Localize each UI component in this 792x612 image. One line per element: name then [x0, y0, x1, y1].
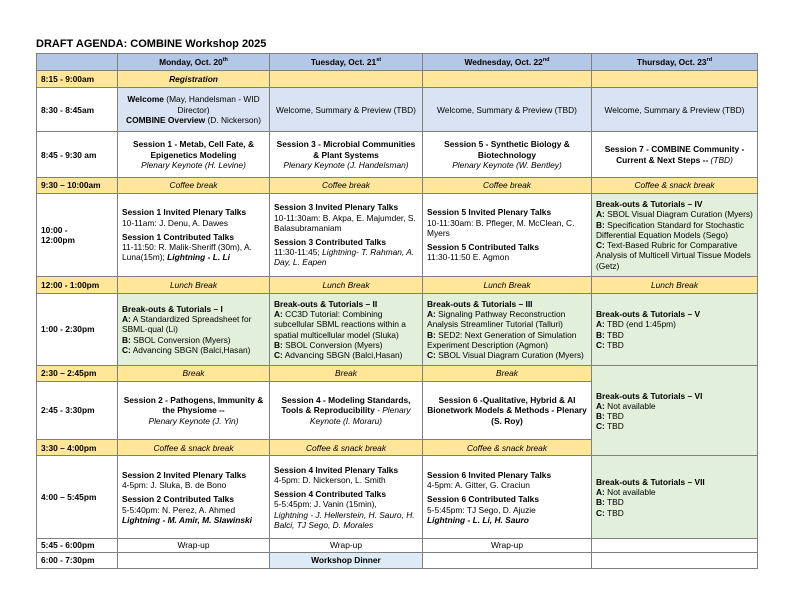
- coffee-break-cell: Coffee break: [423, 178, 592, 193]
- coffee-snack-break-cell: Coffee & snack break: [592, 178, 758, 193]
- lunch-break-cell: Lunch Break: [592, 277, 758, 293]
- time-cell: 2:30 – 2:45pm: [37, 366, 118, 381]
- break-cell: Break: [423, 366, 592, 381]
- time-cell: 10:00 - 12:00pm: [37, 193, 118, 277]
- time-cell: 8:30 - 8:45am: [37, 88, 118, 131]
- welcome-thursday: Welcome, Summary & Preview (TBD): [592, 88, 758, 131]
- time-cell: 5:45 - 6:00pm: [37, 539, 118, 552]
- wrapup-cell: Wrap-up: [423, 539, 592, 552]
- table-row: [37, 178, 758, 193]
- table-row: [37, 539, 758, 552]
- session-6-talks: Session 6 Invited Plenary Talks 4-5pm: A. Gitter, G. Craciun Session 6 Contributed Talks 5-5:45pm: TJ Sego, D. Ajuzie Lightning - L. Li, H. Sauro: [423, 456, 592, 539]
- session-1-talks: Session 1 Invited Plenary Talks 10-11am: J. Denu, A. Dawes Session 1 Contributed Talks 11-11:50: R. Malik-Sheriff (30m), A. Luna(15m); Lightning - L. Li: [118, 193, 270, 277]
- table-row: [37, 293, 758, 366]
- empty-cell: [592, 71, 758, 88]
- table-row: [37, 366, 758, 381]
- coffee-snack-break-cell: Coffee & snack break: [270, 440, 423, 456]
- day-header-tuesday: Tuesday, Oct. 21st: [270, 54, 423, 71]
- table-row: [37, 552, 758, 568]
- welcome-monday: Welcome (May, Handelsman - WID Director) COMBINE Overview (D. Nickerson): [118, 88, 270, 131]
- breakout-iii-cell: Break-outs & Tutorials – III A: Signaling Pathway Reconstruction Analysis Streamliner Tutorial (Talluri) B: SED2: Next Generation of Simulation Experiment Description (Agmon) C: SBOL Visual Diagram Curation (Myers): [423, 293, 592, 366]
- breakout-v-cell: Break-outs & Tutorials – V A: TBD (end 1:45pm) B: TBD C: TBD: [592, 293, 758, 366]
- coffee-break-cell: Coffee break: [270, 178, 423, 193]
- breakout-vii-cell: Break-outs & Tutorials – VII A: Not available B: TBD C: TBD: [592, 456, 758, 539]
- empty-cell: [592, 539, 758, 552]
- time-cell: 9:30 – 10:00am: [37, 178, 118, 193]
- time-cell: 1:00 - 2:30pm: [37, 293, 118, 366]
- empty-cell: [592, 552, 758, 568]
- session-3-cell: Session 3 - Microbial Communities & Plant Systems Plenary Keynote (J. Handelsman): [270, 131, 423, 178]
- registration-cell: Registration: [118, 71, 270, 88]
- coffee-snack-break-cell: Coffee & snack break: [423, 440, 592, 456]
- break-cell: Break: [118, 366, 270, 381]
- breakout-i-cell: Break-outs & Tutorials – I A: A Standardized Spreadsheet for SBML-qual (Li) B: SBOL Conversion (Myers) C: Advancing SBGN (Balci,Hasan): [118, 293, 270, 366]
- time-cell: 6:00 - 7:30pm: [37, 552, 118, 568]
- day-header-monday: Monday, Oct. 20th: [118, 54, 270, 71]
- time-cell: 8:15 - 9:00am: [37, 71, 118, 88]
- empty-cell: [423, 552, 592, 568]
- time-cell: 8:45 - 9:30 am: [37, 131, 118, 178]
- header-row: [37, 54, 758, 71]
- table-row: [37, 88, 758, 131]
- session-1-cell: Session 1 - Metab, Cell Fate, & Epigenetics Modeling Plenary Keynote (H. Levine): [118, 131, 270, 178]
- day-header-thursday: Thursday, Oct. 23rd: [592, 54, 758, 71]
- corner-cell: [37, 54, 118, 71]
- time-cell: 4:00 – 5:45pm: [37, 456, 118, 539]
- empty-cell: [118, 552, 270, 568]
- workshop-dinner-cell: Workshop Dinner: [270, 552, 423, 568]
- table-row: [37, 131, 758, 178]
- welcome-tuesday: Welcome, Summary & Preview (TBD): [270, 88, 423, 131]
- session-6-cell: Session 6 -Qualitative, Hybrid & AI Bionetwork Models & Methods - Plenary (S. Roy): [423, 381, 592, 440]
- welcome-wednesday: Welcome, Summary & Preview (TBD): [423, 88, 592, 131]
- session-2-cell: Session 2 - Pathogens, Immunity & the Physiome -- Plenary Keynote (J. Yin): [118, 381, 270, 440]
- breakout-vi-cell: Break-outs & Tutorials – VI A: Not available B: TBD C: TBD: [592, 366, 758, 456]
- empty-cell: [423, 71, 592, 88]
- lunch-break-cell: Lunch Break: [118, 277, 270, 293]
- table-row: [37, 456, 758, 539]
- breakout-ii-cell: Break-outs & Tutorials – II A: CC3D Tutorial: Combining subcellular SBML reactions within a spatial multicellular model (Sluka) B: SBOL Conversion (Myers) C: Advancing SBGN (Balci,Hasan): [270, 293, 423, 366]
- session-3-talks: Session 3 Invited Plenary Talks 10-11:30am: B. Akpa, E. Majumder, S. Balasubramaniam Session 3 Contributed Talks 11:30-11:45; Lightning- T. Rahman, A. Day, L. Eapen: [270, 193, 423, 277]
- session-4-cell: Session 4 - Modeling Standards, Tools & Reproducibility - Plenary Keynote (I. Moraru): [270, 381, 423, 440]
- agenda-table: [36, 53, 758, 569]
- table-row: [37, 71, 758, 88]
- table-row: [37, 277, 758, 293]
- coffee-break-cell: Coffee break: [118, 178, 270, 193]
- lunch-break-cell: Lunch Break: [423, 277, 592, 293]
- time-cell: 12:00 - 1:00pm: [37, 277, 118, 293]
- session-2-talks: Session 2 Invited Plenary Talks 4-5pm: J. Sluka, B. de Bono Session 2 Contributed Talks 5-5:40pm: N. Perez, A. Ahmed Lightning - M. Amir, M. Slawinski: [118, 456, 270, 539]
- session-5-talks: Session 5 Invited Plenary Talks 10-11:30am: B. Pfleger, M. McClean, C. Myers Session 5 Contributed Talks 11:30-11:50 E. Agmon: [423, 193, 592, 277]
- breakout-iv-cell: Break-outs & Tutorials – IV A: SBOL Visual Diagram Curation (Myers) B: Specification Standard for Stochastic Differential Equation Models (Sego) C: Text-Based Rubric for Comparative Analysis of Multicell Virtual Tissue Models (Getz): [592, 193, 758, 277]
- page-title: DRAFT AGENDA: COMBINE Workshop 2025: [36, 38, 267, 50]
- session-4-talks: Session 4 Invited Plenary Talks 4-5pm: D. Nickerson, L. Smith Session 4 Contributed Talks 5-5:45pm: J. Vanin (15min), Lightning - J. Hellerstein, H. Sauro, H. Balci, TJ Sego, D. Morales: [270, 456, 423, 539]
- time-cell: 2:45 - 3:30pm: [37, 381, 118, 440]
- break-cell: Break: [270, 366, 423, 381]
- day-header-wednesday: Wednesday, Oct. 22nd: [423, 54, 592, 71]
- time-cell: 3:30 – 4:00pm: [37, 440, 118, 456]
- lunch-break-cell: Lunch Break: [270, 277, 423, 293]
- wrapup-cell: Wrap-up: [270, 539, 423, 552]
- table-row: [37, 193, 758, 277]
- wrapup-cell: Wrap-up: [118, 539, 270, 552]
- session-7-cell: Session 7 - COMBINE Community - Current & Next Steps -- (TBD): [592, 131, 758, 178]
- session-5-cell: Session 5 - Synthetic Biology & Biotechnology Plenary Keynote (W. Bentley): [423, 131, 592, 178]
- coffee-snack-break-cell: Coffee & snack break: [118, 440, 270, 456]
- empty-cell: [270, 71, 423, 88]
